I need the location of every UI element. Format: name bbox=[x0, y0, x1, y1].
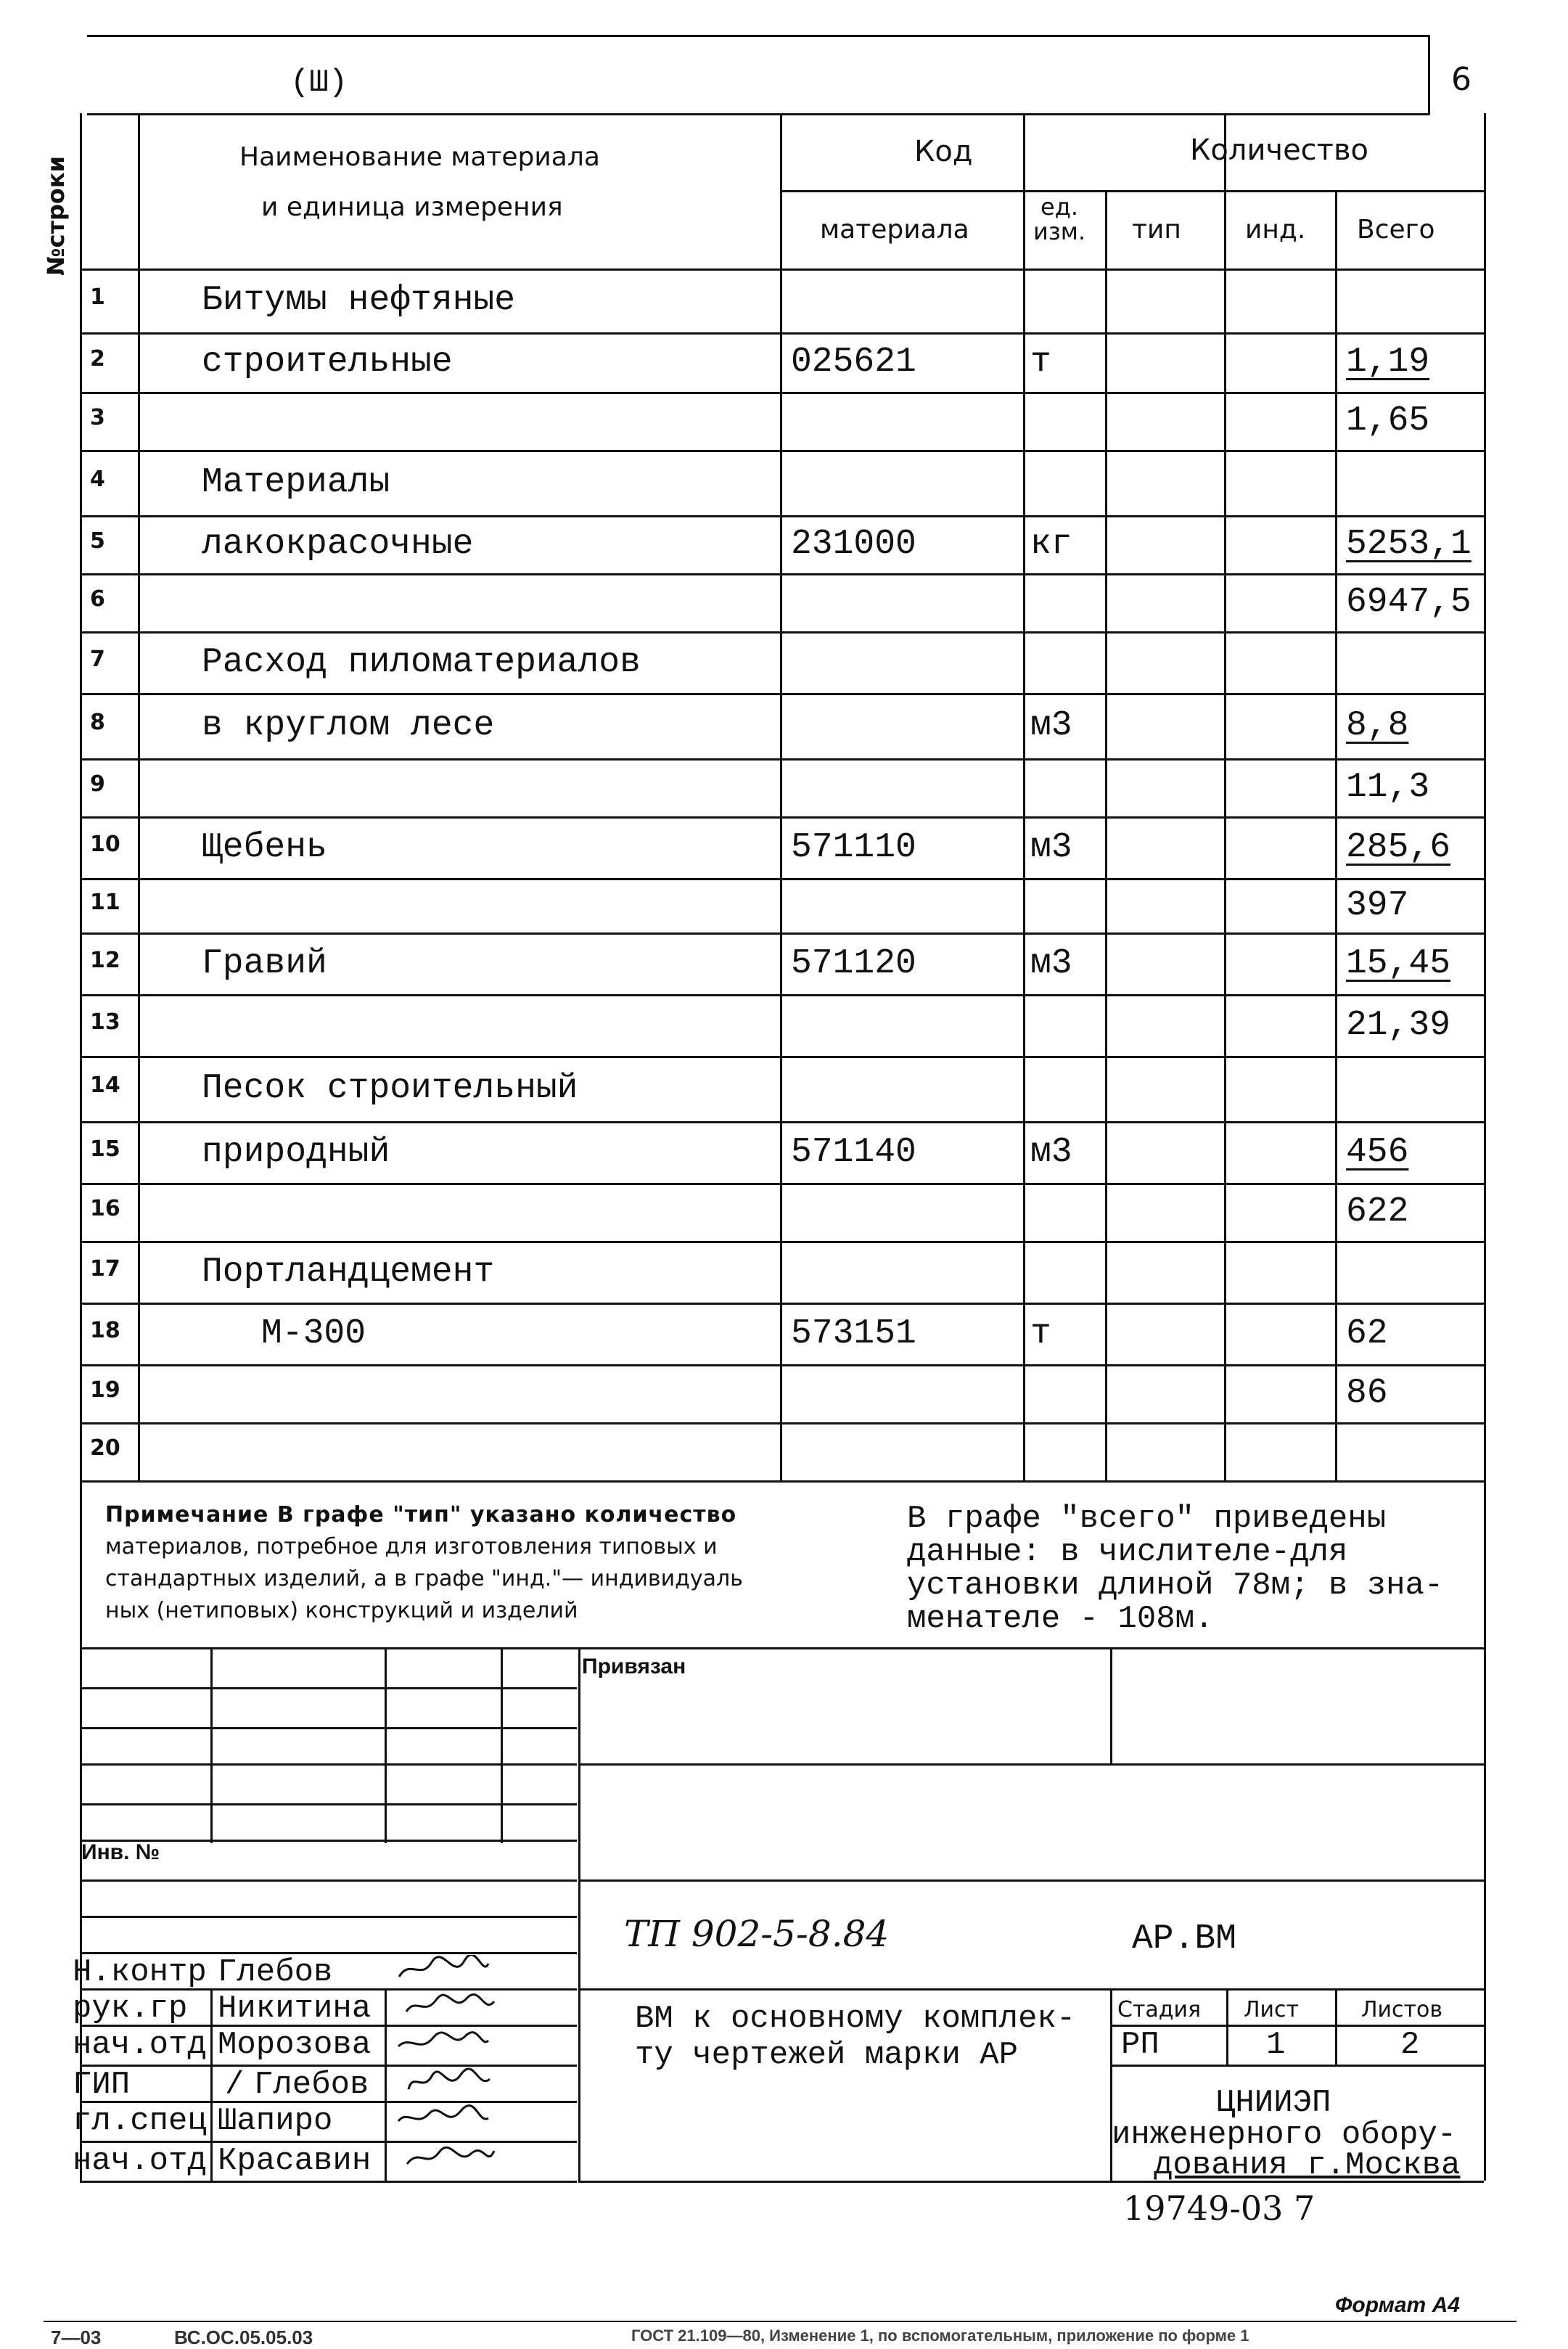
grid-line bbox=[80, 693, 1484, 695]
grid-line bbox=[1226, 1988, 1228, 2065]
note-left-line4: ных (нетиповых) конструкций и изделий bbox=[105, 1598, 578, 1623]
grid-line bbox=[80, 268, 1484, 271]
code-header: Код bbox=[914, 135, 973, 168]
total-quantity: 397 bbox=[1346, 885, 1409, 925]
unit: т bbox=[1030, 1313, 1051, 1353]
note-left-line2: материалов, потребное для изготовления типовых и bbox=[105, 1534, 718, 1559]
format-label: Формат А4 bbox=[1335, 2293, 1460, 2317]
material-code: 571120 bbox=[791, 943, 916, 983]
document-title-line1: ВМ к основному комплек- bbox=[635, 2001, 1076, 2037]
grid-line bbox=[80, 113, 82, 1480]
total-quantity: 21,39 bbox=[1346, 1005, 1451, 1045]
handwritten-signature bbox=[403, 1991, 497, 2020]
unit: м3 bbox=[1030, 827, 1072, 867]
row-number: 12 bbox=[90, 947, 120, 973]
name-header-line2: и единица измерения bbox=[261, 192, 563, 222]
row-number: 4 bbox=[90, 467, 105, 492]
total-quantity: 86 bbox=[1346, 1374, 1388, 1413]
total-quantity: 8,8 bbox=[1346, 706, 1409, 745]
grid-line bbox=[80, 878, 1484, 880]
note-right-line2: данные: в числителе-для bbox=[907, 1534, 1348, 1570]
material-name: лакокрасочные bbox=[202, 525, 474, 564]
row-number: 8 bbox=[90, 710, 105, 735]
handwritten-signature bbox=[403, 2144, 497, 2173]
material-name: природный bbox=[202, 1132, 390, 1172]
total-header: Всего bbox=[1357, 215, 1435, 245]
grid-line bbox=[80, 758, 1484, 761]
row-number: 5 bbox=[90, 528, 105, 554]
grid-line bbox=[578, 1988, 1484, 1991]
row-number: 15 bbox=[90, 1136, 120, 1162]
row-number: 18 bbox=[90, 1317, 120, 1343]
total-quantity: 456 bbox=[1346, 1132, 1409, 1172]
signatory-role: нач.отд bbox=[73, 2027, 207, 2063]
sheets-label: Листов bbox=[1361, 1997, 1443, 2022]
sheets-value: 2 bbox=[1400, 2027, 1420, 2063]
inv-no-label: Инв. № bbox=[81, 1840, 160, 1864]
document-code: ТП 902-5-8.84 bbox=[624, 1913, 890, 1955]
grid-line bbox=[578, 1879, 1484, 1882]
signatory-name: Никитина bbox=[218, 1991, 372, 2027]
stage-value: РП bbox=[1121, 2027, 1159, 2063]
grid-line bbox=[80, 631, 1484, 634]
total-quantity: 62 bbox=[1346, 1313, 1388, 1353]
total-quantity: 1,19 bbox=[1346, 343, 1430, 382]
row-number-header: №строки bbox=[42, 155, 70, 276]
sheet-value: 1 bbox=[1266, 2027, 1286, 2063]
grid-line bbox=[80, 816, 1484, 819]
material-name: Гравий bbox=[202, 943, 327, 983]
grid-line bbox=[1335, 1988, 1337, 2065]
grid-line bbox=[1105, 190, 1107, 1480]
grid-line bbox=[80, 1056, 1484, 1058]
material-name: в круглом лесе bbox=[202, 706, 495, 745]
handwritten-signature bbox=[395, 2028, 490, 2057]
unit: м3 bbox=[1030, 943, 1072, 983]
grid-line bbox=[210, 1647, 213, 1843]
grid-line bbox=[80, 1647, 1484, 1649]
signatory-name: Глебов bbox=[218, 1954, 333, 1991]
grid-line bbox=[385, 1647, 387, 1843]
material-code: 573151 bbox=[791, 1313, 916, 1353]
note-left bbox=[105, 1499, 874, 1627]
footer-gost-note: ГОСТ 21.109—80, Изменение 1, по вспомогательным, приложение по форме 1 bbox=[631, 2327, 1249, 2345]
row-number: 20 bbox=[90, 1435, 120, 1461]
grid-line bbox=[1110, 2025, 1484, 2027]
grid-line bbox=[1023, 113, 1025, 1480]
total-quantity: 285,6 bbox=[1346, 827, 1451, 867]
organization-line3: дования г.Москва bbox=[1154, 2147, 1461, 2184]
grid-line bbox=[80, 1241, 1484, 1243]
grid-line bbox=[578, 1647, 580, 2181]
grid-line bbox=[780, 190, 1484, 192]
row-number: 19 bbox=[90, 1377, 120, 1403]
total-quantity: 622 bbox=[1346, 1192, 1409, 1231]
document-mark: АР.ВМ bbox=[1132, 1919, 1237, 1959]
row-number: 17 bbox=[90, 1255, 120, 1282]
sheet-label: (Ш) bbox=[290, 65, 348, 101]
grid-line bbox=[80, 1916, 577, 1918]
grid-line bbox=[80, 1183, 1484, 1185]
signatory-role: гл.спец bbox=[73, 2103, 207, 2139]
total-quantity: 1,65 bbox=[1346, 401, 1430, 440]
material-code: 231000 bbox=[791, 525, 916, 564]
row-number: 16 bbox=[90, 1196, 120, 1221]
total-quantity: 5253,1 bbox=[1346, 525, 1471, 564]
grid-line bbox=[138, 113, 140, 1480]
material-name: Портландцемент bbox=[202, 1252, 495, 1292]
grid-line bbox=[1484, 1480, 1486, 2010]
row-number: 10 bbox=[90, 831, 120, 857]
handwritten-signature bbox=[395, 1955, 490, 1984]
quantity-header: Количество bbox=[1190, 134, 1369, 167]
note-left-line3: стандартных изделий, а в графе "инд."— индивидуаль bbox=[105, 1566, 743, 1591]
note-right bbox=[907, 1502, 1443, 1636]
grid-line bbox=[1484, 113, 1486, 1480]
grid-line bbox=[80, 573, 1484, 575]
grid-line bbox=[80, 332, 1484, 335]
sheet-label-header: Лист bbox=[1244, 1997, 1300, 2022]
note-left-line1: Примечание В графе "тип" указано количество bbox=[105, 1502, 737, 1528]
material-name: строительные bbox=[202, 343, 453, 382]
row-number: 14 bbox=[90, 1073, 120, 1098]
material-name: Песок строительный bbox=[202, 1069, 578, 1108]
total-quantity: 11,3 bbox=[1346, 768, 1430, 807]
grid-line bbox=[80, 1422, 1484, 1424]
document-title-line2: ту чертежей марки АР bbox=[635, 2037, 1019, 2073]
grid-line bbox=[1110, 2065, 1484, 2067]
grid-line bbox=[80, 450, 1484, 452]
signatory-role: Н.контр bbox=[73, 1954, 207, 1991]
row-number: 7 bbox=[90, 646, 105, 672]
signatory-name: Красавин bbox=[218, 2143, 372, 2179]
row-number: 3 bbox=[90, 405, 105, 430]
material-header: материала bbox=[820, 215, 969, 245]
handwritten-signature bbox=[403, 2067, 497, 2096]
unit-header: ед. изм. bbox=[1033, 193, 1086, 245]
signatory-role: ГИП bbox=[73, 2067, 131, 2103]
total-quantity: 6947,5 bbox=[1346, 583, 1471, 622]
handwritten-signature bbox=[395, 2104, 490, 2133]
grid-line bbox=[578, 1763, 1484, 1766]
row-number: 9 bbox=[90, 771, 105, 797]
grid-line bbox=[780, 113, 782, 1480]
signatory-role: рук.гр bbox=[73, 1991, 188, 2027]
row-number: 2 bbox=[90, 346, 105, 372]
ind-header: инд. bbox=[1245, 215, 1306, 245]
unit: м3 bbox=[1030, 706, 1072, 745]
grid-line bbox=[80, 2181, 577, 2183]
grid-line bbox=[80, 515, 1484, 517]
grid-line bbox=[501, 1647, 503, 1843]
grid-line bbox=[80, 994, 1484, 996]
note-right-line1: В графе "всего" приведены bbox=[907, 1501, 1387, 1537]
slash-mark: / bbox=[225, 2067, 245, 2103]
organization-line2: инженерного обору- bbox=[1112, 2117, 1457, 2153]
page-number: 6 bbox=[1451, 61, 1471, 98]
type-header: тип bbox=[1132, 215, 1181, 245]
signatory-name: Шапиро bbox=[218, 2103, 333, 2139]
grid-line bbox=[210, 1988, 213, 2181]
material-code: 571110 bbox=[791, 827, 916, 867]
unit: кг bbox=[1030, 525, 1072, 564]
grid-line bbox=[80, 392, 1484, 394]
row-number: 6 bbox=[90, 586, 105, 612]
material-code: 025621 bbox=[791, 343, 916, 382]
grid-line bbox=[80, 1121, 1484, 1123]
signatory-name: Морозова bbox=[218, 2027, 372, 2063]
row-number: 13 bbox=[90, 1009, 120, 1035]
grid-line bbox=[80, 932, 1484, 935]
note-right-line3: установки длиной 78м; в зна- bbox=[907, 1567, 1444, 1604]
material-code: 571140 bbox=[791, 1132, 916, 1172]
unit: м3 bbox=[1030, 1132, 1072, 1172]
grid-line bbox=[385, 1988, 387, 2181]
material-name: Материалы bbox=[202, 463, 390, 502]
grid-line bbox=[1224, 113, 1226, 1480]
material-name: Расход пиломатериалов bbox=[202, 642, 641, 682]
material-name: Битумы нефтяные bbox=[202, 281, 516, 320]
stage-label: Стадия bbox=[1117, 1997, 1202, 2022]
footer-left-code: 7—03 bbox=[51, 2327, 102, 2348]
grid-line bbox=[80, 1303, 1484, 1305]
unit: т bbox=[1030, 343, 1051, 382]
signatory-name: Глебов bbox=[254, 2067, 369, 2103]
grid-line bbox=[1335, 190, 1337, 1480]
note-right-line4: менателе - 108м. bbox=[907, 1601, 1214, 1637]
grid-line bbox=[1484, 1988, 1486, 2181]
organization-line1: ЦНИИЭП bbox=[1216, 2085, 1331, 2121]
grid-line bbox=[1110, 1647, 1112, 1763]
row-number: 1 bbox=[90, 284, 105, 310]
signatory-role: нач.отд bbox=[73, 2143, 207, 2179]
privyazan-label: Привязан bbox=[582, 1655, 686, 1678]
material-name: Щебень bbox=[202, 827, 327, 867]
grid-line bbox=[80, 1480, 1484, 1483]
grid-line bbox=[80, 1879, 577, 1882]
archive-stamp-number: 19749-03 7 bbox=[1123, 2189, 1315, 2228]
grid-line bbox=[80, 1364, 1484, 1366]
total-quantity: 15,45 bbox=[1346, 943, 1451, 983]
material-name: М-300 bbox=[261, 1313, 366, 1353]
footer-series-code: ВС.ОС.05.05.03 bbox=[174, 2327, 313, 2348]
row-number: 11 bbox=[90, 889, 120, 915]
name-header-line1: Наименование материала bbox=[239, 142, 600, 172]
